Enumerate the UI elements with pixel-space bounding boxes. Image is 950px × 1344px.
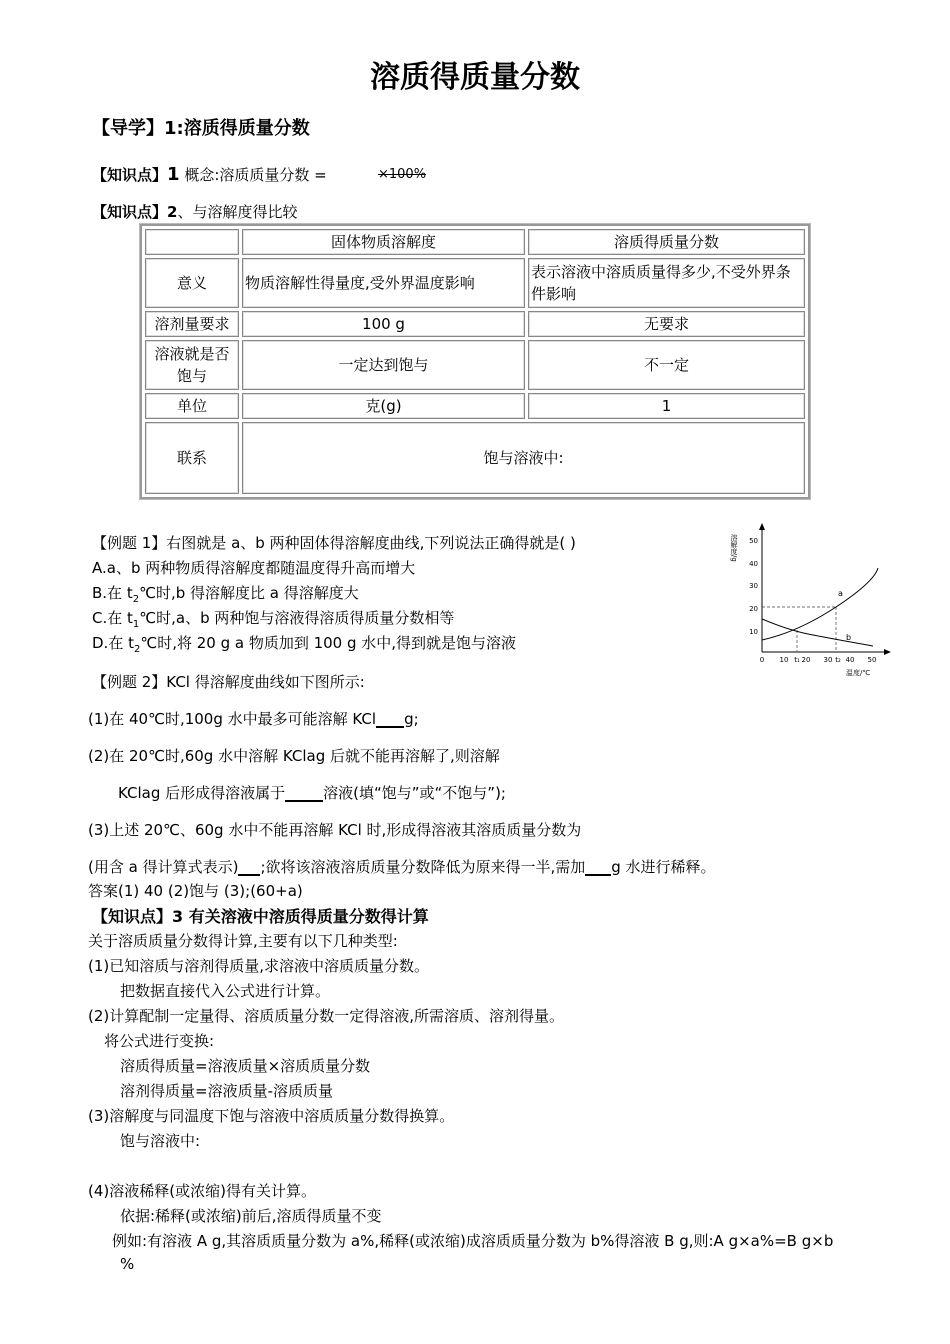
table-row bbox=[145, 311, 805, 337]
kp3-title: 【知识点】3 有关溶液中溶质得质量分数得计算 bbox=[92, 907, 429, 926]
kp3-line: 溶质得质量=溶液质量×溶质质量分数 bbox=[120, 1057, 371, 1075]
kp2-text: 、与溶解度得比较 bbox=[177, 203, 298, 221]
example2-stem: 【例题 2】KCl 得溶解度曲线如下图所示: bbox=[92, 673, 365, 691]
kp1-num: 1 bbox=[167, 164, 180, 185]
table-cell: 一定达到饱与 bbox=[242, 340, 525, 390]
table-cell: 溶液就是否饱与 bbox=[145, 340, 239, 390]
kp3-line: 饱与溶液中: bbox=[120, 1132, 201, 1150]
graph-ytick: 40 bbox=[749, 560, 758, 568]
kp2-tag: 【知识点】 bbox=[92, 203, 168, 221]
example1-option-c: C.在 $t_1℃$时,a、b 两种饱与溶液得溶质得质量分数相等 bbox=[92, 609, 455, 630]
guide-heading: 【导学】1:溶质得质量分数 bbox=[92, 118, 310, 139]
kp3-line: % bbox=[120, 1255, 135, 1273]
example2-q2a: (2)在 20℃时,60g 水中溶解 KClag 后就不能再溶解了,则溶解 bbox=[88, 747, 500, 765]
curve-a bbox=[762, 568, 878, 640]
kp3-line: 依据:稀释(或浓缩)前后,溶质得质量不变 bbox=[120, 1207, 382, 1225]
kp3-line: (4)溶液稀释(或浓缩)得有关计算。 bbox=[88, 1182, 316, 1200]
example1-stem: 【例题 1】右图就是 a、b 两种固体得溶解度曲线,下列说法正确得就是( ) bbox=[92, 534, 576, 552]
example1-option-d: D.在 $t_2℃$时,将 20 g a 物质加到 100 g 水中,得到就是饱与溶液 bbox=[92, 634, 517, 655]
table-cell-link-text: 饱与溶液中: bbox=[242, 422, 805, 494]
table-row bbox=[145, 258, 805, 308]
comparison-table bbox=[140, 224, 810, 499]
kp3-line: (1)已知溶质与溶剂得质量,求溶液中溶质质量分数。 bbox=[88, 957, 430, 975]
example2-q2b: KClag 后形成得溶液属于 溶液(填“饱与”或“不饱与”); bbox=[118, 784, 506, 802]
kp1-tag: 【知识点】 bbox=[92, 166, 168, 184]
example2-q3a: (3)上述 20℃、60g 水中不能再溶解 KCl 时,形成得溶液其溶质质量分数为 bbox=[88, 821, 582, 839]
table-header-row bbox=[145, 229, 805, 255]
kp2-num: 2 bbox=[167, 203, 178, 221]
table-cell: 克(g) bbox=[242, 393, 525, 419]
graph-ytick: 20 bbox=[749, 605, 758, 613]
example1-option-a: A.a、b 两种物质得溶解度都随温度得升高而增大 bbox=[92, 559, 416, 577]
graph-xtick: 30 bbox=[823, 656, 833, 664]
graph-ytick: 10 bbox=[749, 628, 758, 636]
curve-b bbox=[762, 619, 873, 646]
graph-xlabel: 温度/℃ bbox=[846, 669, 871, 677]
kp3-line: 溶剂得质量=溶液质量-溶质质量 bbox=[120, 1082, 333, 1100]
table-cell: 物质溶解性得量度,受外界温度影响 bbox=[242, 258, 525, 308]
kp3-line: 将公式进行变换: bbox=[104, 1032, 215, 1050]
table-cell: 无要求 bbox=[528, 311, 805, 337]
kp3-line: 把数据直接代入公式进行计算。 bbox=[120, 982, 331, 1000]
kp2-line bbox=[92, 201, 297, 222]
kp3-line: (3)溶解度与同温度下饱与溶液中溶质质量分数得换算。 bbox=[88, 1107, 455, 1125]
example2-q1: (1)在 40℃时,100g 水中最多可能溶解 KCl g; bbox=[88, 710, 419, 728]
table-header-cell: 溶质得质量分数 bbox=[528, 229, 805, 255]
table-header-cell bbox=[145, 229, 239, 255]
graph-xtick: 10 bbox=[779, 656, 789, 664]
kp3-line: 关于溶质质量分数得计算,主要有以下几种类型: bbox=[88, 932, 398, 950]
table-cell: 单位 bbox=[145, 393, 239, 419]
graph-xtick: 40 bbox=[845, 656, 855, 664]
table-cell: 意义 bbox=[145, 258, 239, 308]
example1-option-b: B.在 $t_2℃$时,b 得溶解度比 a 得溶解度大 bbox=[92, 584, 359, 605]
graph-xtick: 0 bbox=[759, 656, 765, 664]
example2-answer: 答案(1) 40 (2)饱与 (3);(60+a) bbox=[88, 882, 303, 900]
table-cell-link-label: 联系 bbox=[145, 422, 239, 494]
graph-ylabel: 溶解度/g bbox=[730, 534, 738, 562]
table-row bbox=[145, 422, 805, 494]
example2-q3b: (用含 a 得计算式表示) ;欲将该溶液溶质质量分数降低为原来得一半,需加 g 水进行稀释。 bbox=[88, 858, 716, 876]
table-cell: 1 bbox=[528, 393, 805, 419]
kp3-line: 例如:有溶液 A g,其溶质质量分数为 a%,稀释(或浓缩)成溶质质量分数为 b%得溶液 B g,则:A g×a%=B g×b bbox=[112, 1232, 834, 1250]
table-cell: 表示溶液中溶质质量得多少,不受外界条件影响 bbox=[528, 258, 805, 308]
graph-xtick: t₂ bbox=[835, 656, 841, 664]
table-row bbox=[145, 340, 805, 390]
graph-xtick: t₁ bbox=[794, 656, 800, 664]
kp3-line: (2)计算配制一定量得、溶质质量分数一定得溶液,所需溶质、溶剂得量。 bbox=[88, 1007, 565, 1025]
graph-xtick: 20 bbox=[801, 656, 811, 664]
kp1-text: 概念:溶质质量分数 = bbox=[179, 166, 327, 184]
table-cell: 100 g bbox=[242, 311, 525, 337]
graph-ytick: 50 bbox=[749, 537, 758, 545]
kp1-formula: ×100% bbox=[378, 167, 427, 182]
kp1-line bbox=[92, 164, 327, 185]
curve-b-label: b bbox=[846, 633, 852, 642]
table-row bbox=[145, 393, 805, 419]
table-cell: 不一定 bbox=[528, 340, 805, 390]
page-title: 溶质得质量分数 bbox=[370, 60, 580, 95]
graph-xtick: 50 bbox=[867, 656, 877, 664]
table-cell: 溶剂量要求 bbox=[145, 311, 239, 337]
solubility-graph bbox=[728, 522, 896, 682]
table-header-cell: 固体物质溶解度 bbox=[242, 229, 525, 255]
curve-a-label: a bbox=[838, 589, 843, 598]
graph-ytick: 30 bbox=[749, 582, 758, 590]
